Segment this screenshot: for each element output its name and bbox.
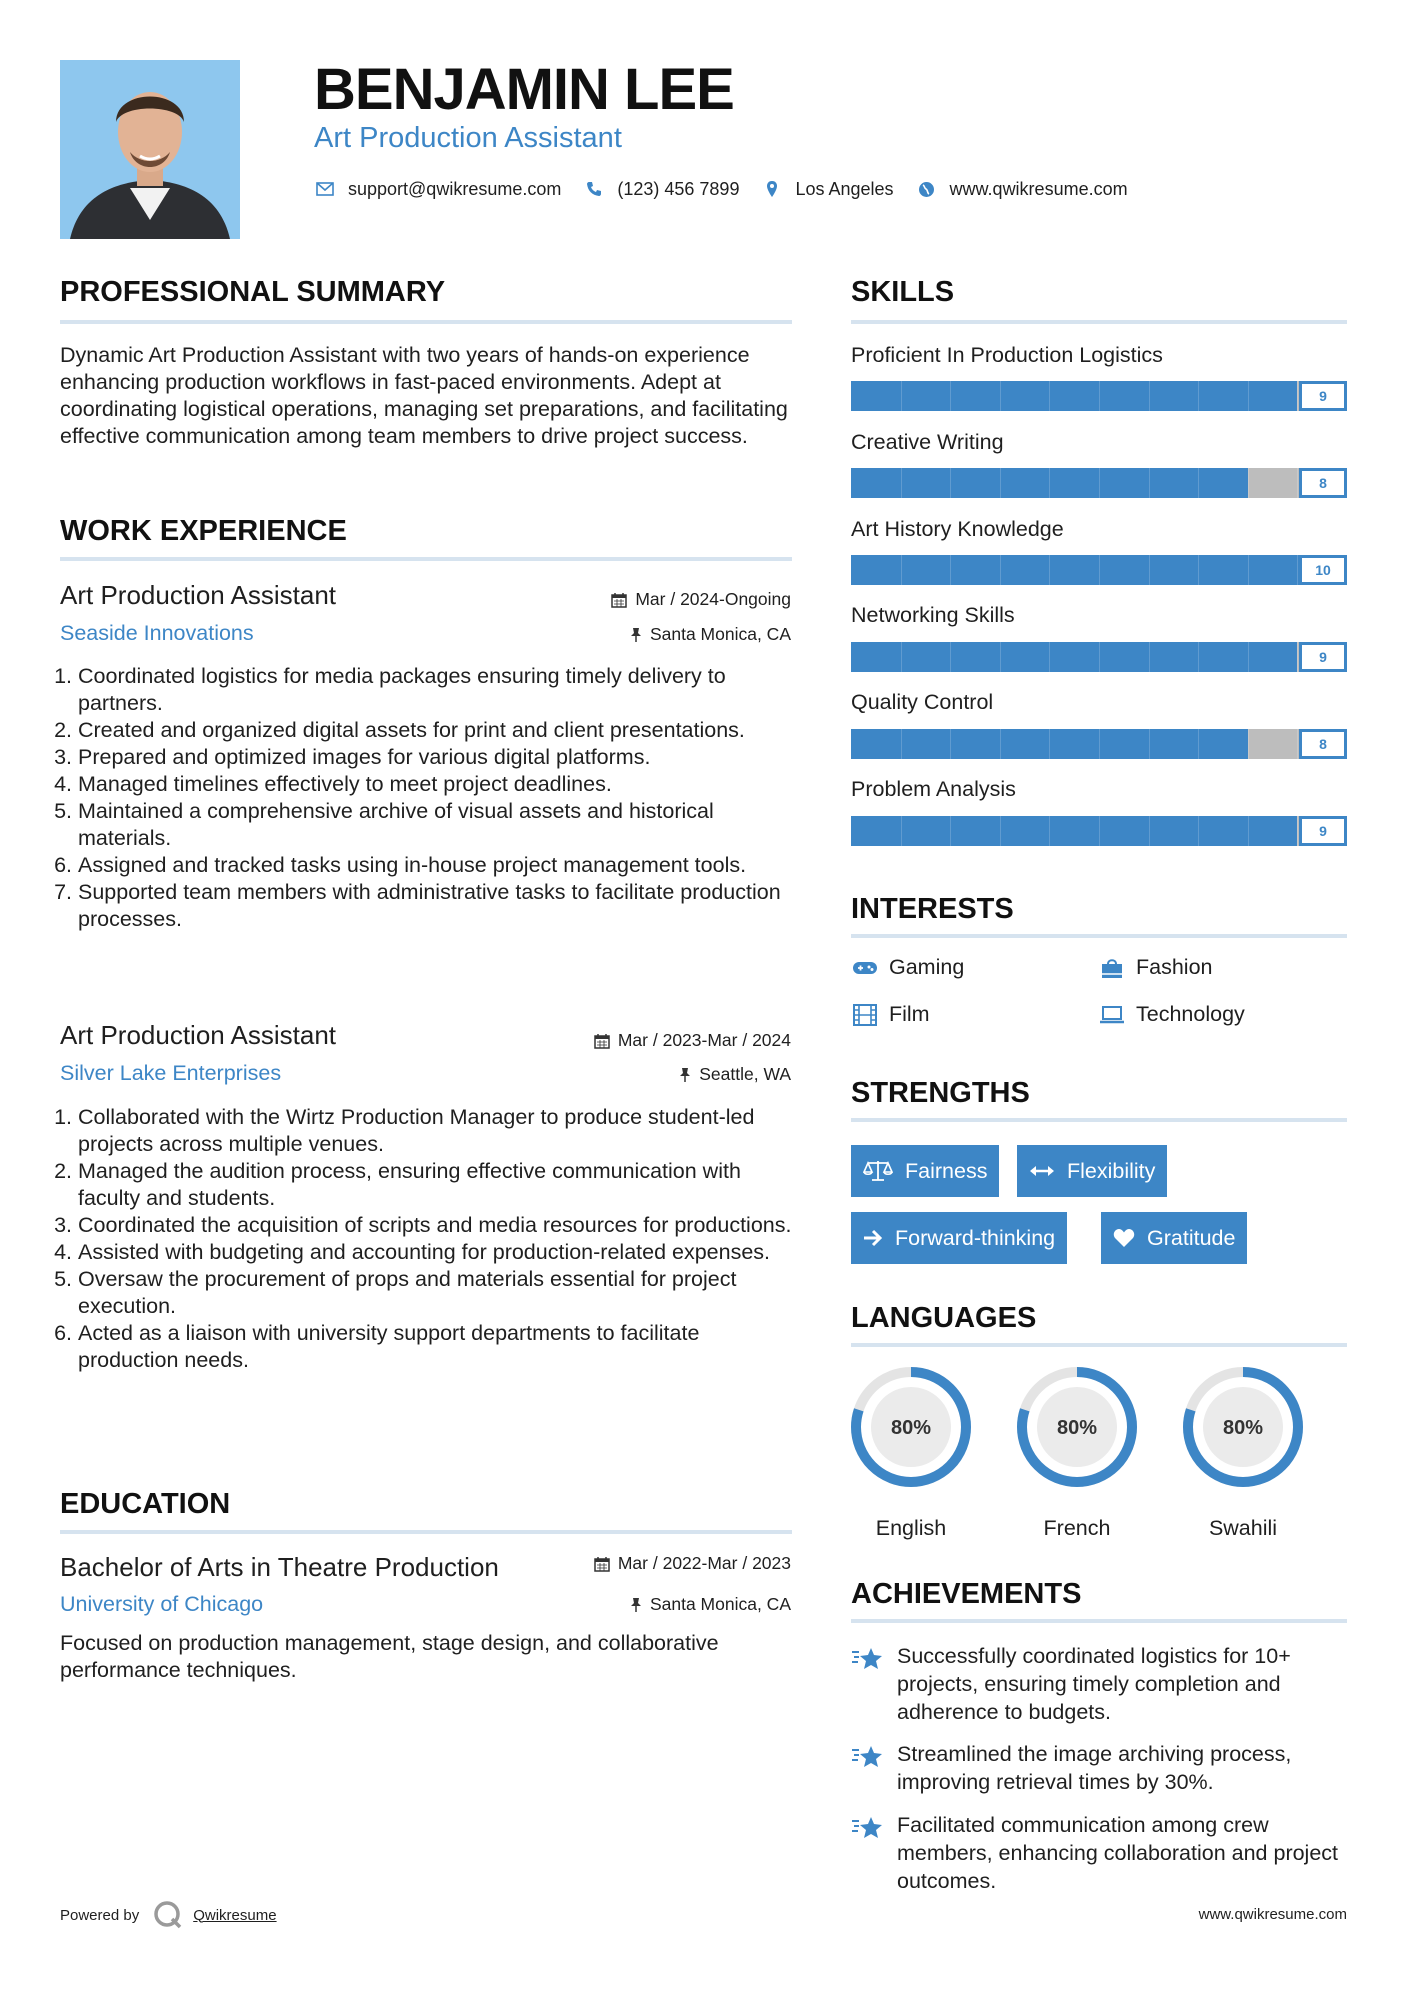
skill-bar	[851, 729, 1347, 759]
skill-bar-fill	[851, 381, 1297, 411]
interest-item	[1098, 1002, 1245, 1027]
skill-bar-segment	[1198, 381, 1199, 411]
list-item: 6. Acted as a liaison with university support departments to facilitate production needs.	[78, 1320, 800, 1374]
skill-bar-segment	[1000, 468, 1001, 498]
avatar	[60, 60, 240, 239]
skill-score: 10	[1299, 555, 1347, 585]
skill-score: 9	[1299, 642, 1347, 672]
skill-bar-segment	[1149, 642, 1150, 672]
skill-score: 9	[1299, 816, 1347, 846]
interest-label: Technology	[1136, 1002, 1245, 1026]
list-item: 5. Maintained a comprehensive archive of visual assets and historical materials.	[78, 798, 800, 852]
job-dates-text: Mar / 2023-Mar / 2024	[617, 1030, 791, 1050]
education-location-text: Santa Monica, CA	[649, 1594, 791, 1614]
language-name: English	[875, 1516, 947, 1540]
profile-photo	[60, 60, 240, 239]
education-description: Focused on production management, stage design, and collaborative performance techniques.	[60, 1631, 719, 1682]
gamepad-icon	[851, 957, 879, 979]
skill-bar-segment	[1000, 381, 1001, 411]
list-item: 5. Oversaw the procurement of props and materials essential for project execution.	[78, 1266, 800, 1320]
globe-icon	[916, 178, 938, 200]
list-item: 1. Coordinated logistics for media packages ensuring timely delivery to partners.	[78, 663, 800, 717]
pushpin-icon	[630, 627, 642, 643]
skill-bar-segment	[950, 555, 951, 585]
languages-divider	[851, 1343, 1347, 1347]
powered-by	[60, 1900, 277, 1930]
job-bullets	[60, 1104, 800, 1374]
pushpin-icon	[679, 1067, 691, 1083]
job-company: Silver Lake Enterprises	[60, 1061, 282, 1085]
school-name: University of Chicago	[60, 1592, 264, 1616]
experience-heading: WORK EXPERIENCE	[60, 515, 347, 547]
contact-phone[interactable]: (123) 456 7899	[617, 178, 740, 199]
job-location	[679, 1064, 791, 1085]
strengths-heading: STRENGTHS	[851, 1077, 1030, 1109]
skill-bar-segment	[1049, 468, 1050, 498]
contact-website[interactable]: www.qwikresume.com	[949, 178, 1128, 199]
skill-bar-segment	[1248, 555, 1249, 585]
language-percent: 80%	[1056, 1417, 1098, 1439]
star-icon	[851, 1740, 887, 1796]
language-name: French	[1043, 1516, 1111, 1540]
skill-bar-segment	[1049, 729, 1050, 759]
calendar-icon	[594, 1556, 610, 1572]
skill-bar	[851, 816, 1347, 846]
language-ring	[849, 1365, 973, 1489]
skill-label: Proficient In Production Logistics	[851, 343, 1163, 367]
footer-website[interactable]: www.qwikresume.com	[1198, 1906, 1347, 1923]
achievement-item	[851, 1740, 1347, 1796]
skill-score: 8	[1299, 468, 1347, 498]
interests-divider	[851, 934, 1347, 938]
star-icon	[851, 1642, 887, 1726]
film-icon	[851, 1004, 879, 1026]
skill-bar-segment	[1049, 816, 1050, 846]
qwikresume-logo-icon	[153, 1900, 183, 1930]
strength-label: Forward-thinking	[895, 1225, 1056, 1250]
skill-bar-segment	[901, 642, 902, 672]
language-item	[849, 1365, 973, 1541]
skill-bar-segment	[1000, 816, 1001, 846]
strength-tag	[1101, 1212, 1247, 1264]
job-dates-text: Mar / 2024-Ongoing	[635, 589, 791, 609]
brand-link[interactable]: Qwikresume	[193, 1906, 277, 1924]
education-divider	[60, 1530, 792, 1534]
strength-tag	[851, 1145, 999, 1197]
interest-item	[1098, 955, 1213, 980]
achievement-item	[851, 1642, 1347, 1726]
skill-bar-segment	[1198, 642, 1199, 672]
skill-bar-segment	[1198, 555, 1199, 585]
language-percent: 80%	[890, 1417, 932, 1439]
skill-bar-segment	[950, 642, 951, 672]
skill-bar-segment	[1248, 729, 1249, 759]
skill-bar-fill	[851, 642, 1297, 672]
summary-heading: PROFESSIONAL SUMMARY	[60, 276, 446, 308]
job-location	[630, 624, 791, 645]
skill-bar-segment	[1149, 381, 1150, 411]
job-title: Art Production Assistant	[60, 580, 337, 610]
language-ring	[1181, 1365, 1305, 1489]
strength-label: Fairness	[905, 1158, 988, 1183]
list-item: 7. Supported team members with administrative tasks to facilitate production processes.	[78, 879, 800, 933]
achievement-item	[851, 1811, 1347, 1895]
languages-heading: LANGUAGES	[851, 1302, 1037, 1334]
strength-label: Flexibility	[1067, 1158, 1156, 1183]
skill-bar-segment	[1099, 816, 1100, 846]
arrow-right-icon	[863, 1229, 883, 1247]
education-location	[630, 1594, 791, 1615]
achievement-text: Successfully coordinated logistics for 10+ projects, ensuring timely completion and adherence to budgets.	[897, 1644, 1291, 1724]
calendar-icon	[594, 1033, 610, 1049]
achievement-text: Streamlined the image archiving process, improving retrieval times by 30%.	[897, 1742, 1292, 1794]
skill-bar-segment	[950, 381, 951, 411]
skill-bar-segment	[901, 468, 902, 498]
job-location-text: Santa Monica, CA	[649, 624, 791, 644]
pushpin-icon	[630, 1597, 642, 1613]
skill-bar-segment	[1000, 642, 1001, 672]
skill-bar-segment	[1099, 642, 1100, 672]
skill-bar	[851, 468, 1347, 498]
skill-bar-segment	[1149, 729, 1150, 759]
skill-bar-segment	[1198, 816, 1199, 846]
skill-bar-segment	[1049, 555, 1050, 585]
interest-label: Film	[889, 1002, 930, 1026]
interests-heading: INTERESTS	[851, 893, 1014, 925]
list-item: 6. Assigned and tracked tasks using in-house project management tools.	[78, 852, 800, 879]
skill-bar-segment	[1049, 381, 1050, 411]
skill-score: 8	[1299, 729, 1347, 759]
interest-item	[851, 1002, 930, 1027]
language-item	[1015, 1365, 1139, 1541]
degree-title: Bachelor of Arts in Theatre Production	[60, 1552, 499, 1582]
laptop-icon	[1098, 1004, 1126, 1026]
strength-tag	[851, 1212, 1067, 1264]
achievement-text: Facilitated communication among crew members, enhancing collaboration and project outcomes.	[897, 1813, 1339, 1893]
skill-bar-segment	[1248, 468, 1249, 498]
skill-bar-segment	[901, 729, 902, 759]
interest-label: Gaming	[889, 955, 965, 979]
list-item: 4. Assisted with budgeting and accounting for production-related expenses.	[78, 1239, 800, 1266]
list-item: 4. Managed timelines effectively to meet project deadlines.	[78, 771, 800, 798]
skill-label: Quality Control	[851, 690, 994, 714]
achievements-heading: ACHIEVEMENTS	[851, 1578, 1082, 1610]
envelope-icon	[314, 178, 336, 200]
job-dates	[611, 589, 791, 610]
summary-text: Dynamic Art Production Assistant with two years of hands-on experience enhancing production workflows in fast-paced environments. Adept at coordinating logistical operations, managing set preparations, and facilitating effective communication among team members to drive project success.	[60, 343, 788, 448]
skill-bar-segment	[901, 555, 902, 585]
skill-label: Networking Skills	[851, 603, 1015, 627]
education-heading: EDUCATION	[60, 1488, 231, 1520]
skill-label: Creative Writing	[851, 430, 1004, 454]
strength-tag	[1017, 1145, 1167, 1197]
job-dates	[594, 1030, 791, 1051]
list-item: 2. Created and organized digital assets for print and client presentations.	[78, 717, 800, 744]
interest-label: Fashion	[1136, 955, 1213, 979]
map-pin-icon	[761, 178, 783, 200]
strength-label: Gratitude	[1147, 1225, 1236, 1250]
skill-score: 9	[1299, 381, 1347, 411]
phone-icon	[583, 178, 605, 200]
language-ring	[1015, 1365, 1139, 1489]
list-item: 3. Prepared and optimized images for various digital platforms.	[78, 744, 800, 771]
contact-bar	[314, 178, 1150, 200]
calendar-icon	[611, 592, 627, 608]
skill-bar	[851, 555, 1347, 585]
star-icon	[851, 1811, 887, 1895]
skill-bar	[851, 642, 1347, 672]
job-company: Seaside Innovations	[60, 621, 254, 645]
skill-bar-segment	[1198, 729, 1199, 759]
powered-by-label: Powered by	[60, 1906, 140, 1924]
contact-location: Los Angeles	[795, 178, 894, 199]
candidate-name: BENJAMIN LEE	[314, 57, 734, 122]
skill-bar-segment	[1248, 642, 1249, 672]
skills-heading: SKILLS	[851, 276, 955, 308]
education-dates	[594, 1553, 791, 1574]
skill-bar-segment	[1149, 555, 1150, 585]
skill-bar-segment	[950, 468, 951, 498]
skills-divider	[851, 320, 1347, 324]
skill-bar-segment	[901, 816, 902, 846]
skill-bar-segment	[1000, 729, 1001, 759]
skill-bar-segment	[1000, 555, 1001, 585]
list-item: 3. Coordinated the acquisition of scripts and media resources for productions.	[78, 1212, 800, 1239]
list-item: 2. Managed the audition process, ensuring effective communication with faculty and students.	[78, 1158, 800, 1212]
skill-bar-segment	[901, 381, 902, 411]
arrows-horizontal-icon	[1029, 1164, 1055, 1178]
skill-bar-segment	[1149, 468, 1150, 498]
summary-divider	[60, 320, 792, 324]
skill-bar-segment	[1248, 816, 1249, 846]
shopping-bag-icon	[1098, 957, 1126, 979]
achievements-divider	[851, 1619, 1347, 1623]
interest-item	[851, 955, 964, 980]
skill-bar-segment	[1099, 555, 1100, 585]
skill-bar-segment	[1099, 729, 1100, 759]
contact-email[interactable]: support@qwikresume.com	[348, 178, 562, 199]
job-location-text: Seattle, WA	[699, 1064, 791, 1084]
skill-bar	[851, 381, 1347, 411]
language-name: Swahili	[1208, 1516, 1278, 1540]
language-percent: 80%	[1222, 1417, 1264, 1439]
skill-bar-fill	[851, 816, 1297, 846]
skill-bar-segment	[950, 729, 951, 759]
balance-scale-icon	[863, 1159, 893, 1183]
skill-bar-segment	[1149, 816, 1150, 846]
list-item: 1. Collaborated with the Wirtz Production Manager to produce student-led projects across multiple venues.	[78, 1104, 800, 1158]
skill-label: Problem Analysis	[851, 777, 1016, 801]
skill-bar-segment	[1198, 468, 1199, 498]
skill-bar-segment	[1248, 381, 1249, 411]
skill-label: Art History Knowledge	[851, 517, 1064, 541]
job-title: Art Production Assistant	[60, 1020, 337, 1050]
experience-divider	[60, 557, 792, 561]
skill-bar-segment	[1099, 381, 1100, 411]
candidate-role: Art Production Assistant	[314, 122, 622, 154]
education-dates-text: Mar / 2022-Mar / 2023	[617, 1553, 791, 1573]
skill-bar-segment	[1049, 642, 1050, 672]
skill-bar-segment	[1099, 468, 1100, 498]
strengths-divider	[851, 1118, 1347, 1122]
language-item	[1181, 1365, 1305, 1541]
heart-icon	[1113, 1228, 1135, 1248]
job-bullets	[60, 663, 800, 933]
skill-bar-segment	[950, 816, 951, 846]
